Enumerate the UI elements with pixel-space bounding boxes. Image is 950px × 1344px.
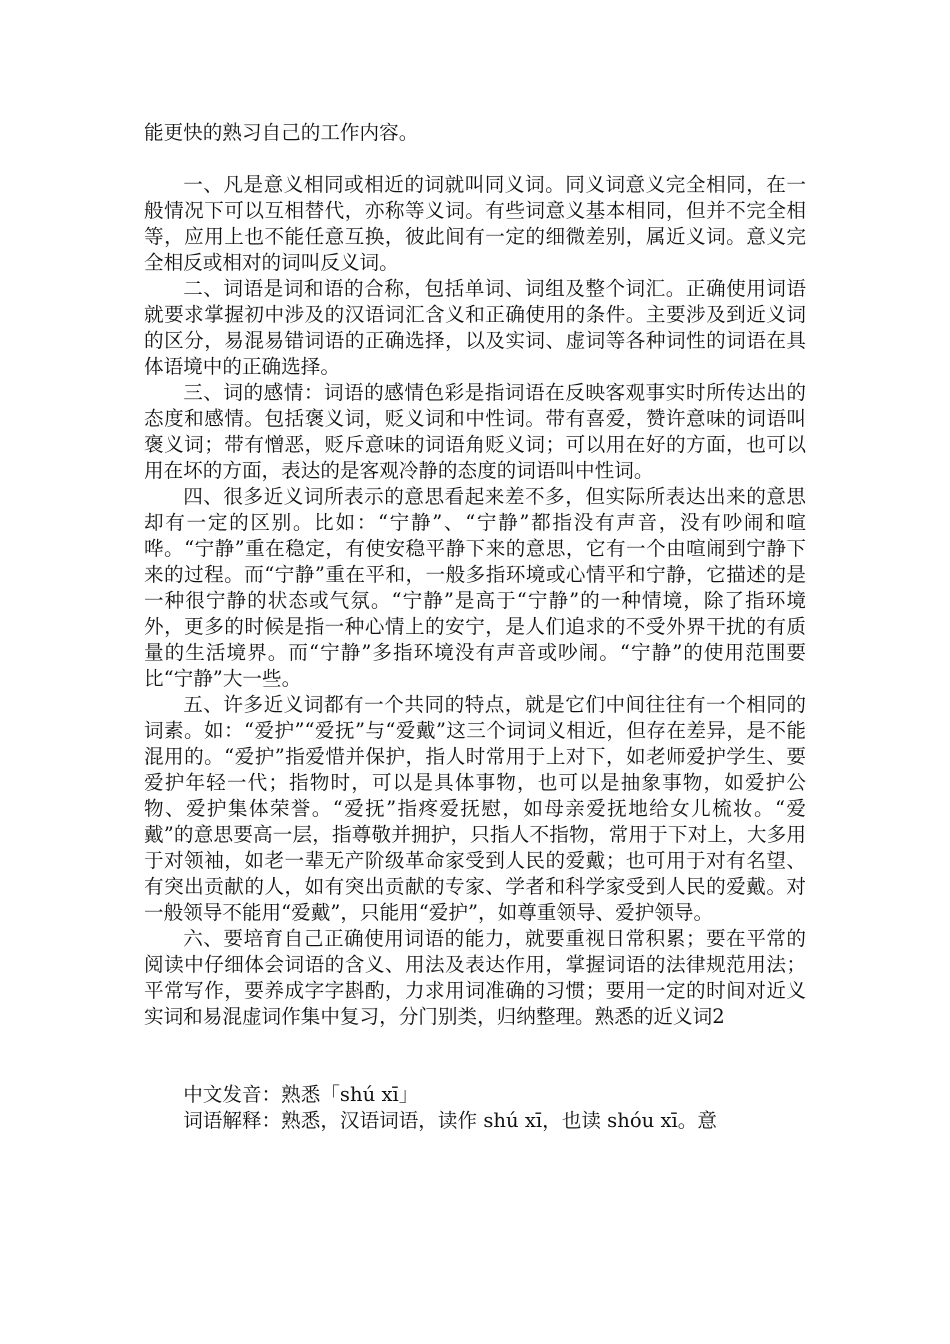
paragraph-5: 五、许多近义词都有一个共同的特点，就是它们中间往往有一个相同的词素。如：“爱护”“爱抚”与“爱戴”这三个词词义相近，但存在差异，是不能混用的。“爱护”指爱惜并保护，指人时常用于上对下，如老师爱护学生、要爱护年轻一代；指物时，可以是具体事物，也可以是抽象事物，如爱护公物、爱护集体荣誉。“爱抚”指疼爱抚慰，如母亲爱抚地给女儿梳妆。“爱戴”的意思要高一层，指尊敬并拥护，只指人不指物，常用于下对上，大多用于对领袖，如老一辈无产阶级革命家受到人民的爱戴；也可用于对有名望、有突出贡献的人，如有突出贡献的专家、学者和科学家受到人民的爱戴。对一般领导不能用“爱戴”，只能用“爱护”，如尊重领导、爱护领导。 [144, 693, 806, 924]
document-page [144, 120, 806, 1134]
pronunciation-line: 中文发音：熟悉「shú xī」 [183, 1083, 419, 1106]
paragraph-1: 一、凡是意义相同或相近的词就叫同义词。同义词意义完全相同，在一般情况下可以互相替代，亦称等义词。有些词意义基本相同，但并不完全相等，应用上也不能任意互换，彼此间有一定的细微差别，属近义词。意义完全相反或相对的词叫反义词。 [144, 173, 806, 274]
paragraph-4: 四、很多近义词所表示的意思看起来差不多，但实际所表达出来的意思却有一定的区别。比如：“宁静”、“宁静”都指没有声音，没有吵闹和喧哗。“宁静”重在稳定，有使安稳平静下来的意思，它有一个由喧闹到宁静下来的过程。而“宁静”重在平和，一般多指环境或心情平和宁静，它描述的是一种很宁静的状态或气氛。“宁静”是高于“宁静”的一种情境，除了指环境外，更多的时候是指一种心情上的安宁，是人们追求的不受外界干扰的有质量的生活境界。而“宁静”多指环境没有声音或吵闹。“宁静”的使用范围要比“宁静”大一些。 [144, 485, 806, 690]
paragraph-gap [144, 146, 806, 172]
explanation-line: 词语解释：熟悉，汉语词语，读作 shú xī，也读 shóu xī。意 [183, 1109, 717, 1132]
paragraph-6: 六、要培育自己正确使用词语的能力，就要重视日常积累；要在平常的阅读中仔细体会词语的含义、用法及表达作用，掌握词语的法律规范用法；平常写作，要养成字字斟酌，力求用词准确的习惯；要用一定的时间对近义实词和易混虚词作集中复习，分门别类，归纳整理。熟悉的近义词2 [144, 927, 806, 1028]
section-gap [144, 1030, 806, 1082]
paragraph-2: 二、词语是词和语的合称，包括单词、词组及整个词汇。正确使用词语就要求掌握初中涉及的汉语词汇含义和正确使用的条件。主要涉及到近义词的区分，易混易错词语的正确选择，以及实词、虚词等各种词性的词语在具体语境中的正确选择。 [144, 277, 806, 378]
paragraph-3: 三、词的感情：词语的感情色彩是指词语在反映客观事实时所传达出的态度和感情。包括褒义词，贬义词和中性词。带有喜爱，赞许意味的词语叫褒义词；带有憎恶，贬斥意味的词语角贬义词；可以用在好的方面，也可以用在坏的方面，表达的是客观冷静的态度的词语叫中性词。 [144, 381, 806, 482]
continuation-text: 能更快的熟习自己的工作内容。 [144, 121, 419, 144]
